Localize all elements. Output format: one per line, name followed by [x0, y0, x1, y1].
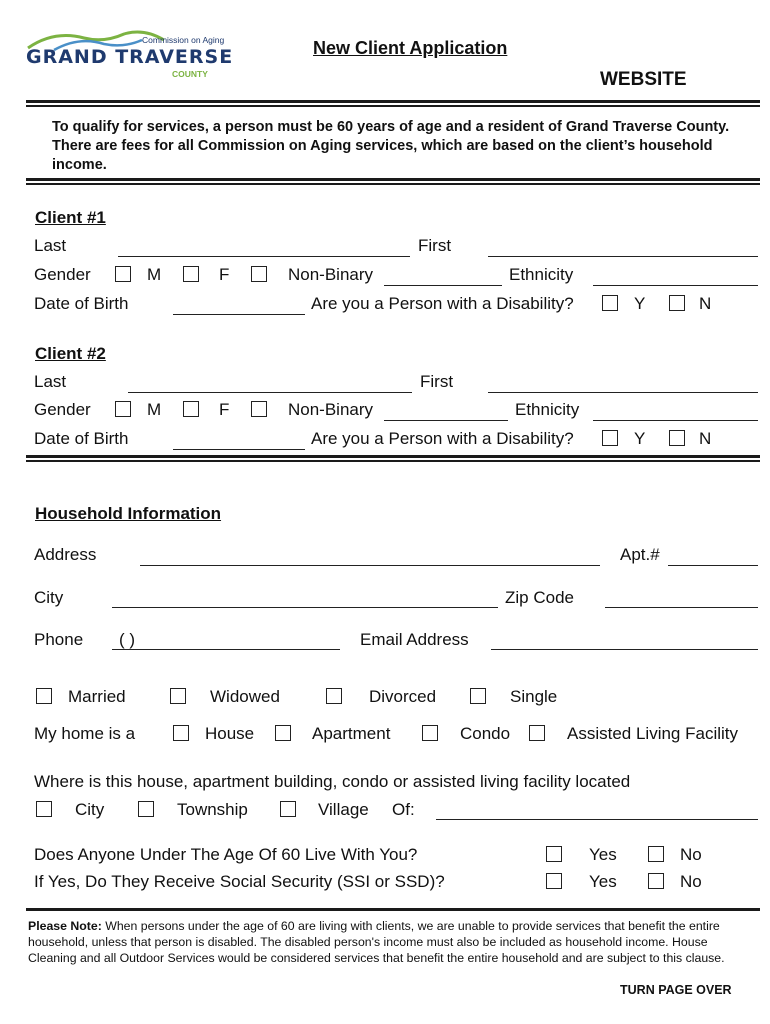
note-divider [26, 908, 760, 915]
client-1-gender-label: Gender [34, 265, 91, 284]
client-1-disability-y-label: Y [634, 294, 646, 313]
location-village-checkbox[interactable] [280, 801, 296, 817]
client-1-gender-nonbinary-checkbox[interactable] [251, 266, 267, 282]
home-type-label: My home is a [34, 724, 136, 743]
divorced-checkbox[interactable] [326, 688, 342, 704]
client-1-gender-m-checkbox[interactable] [115, 266, 131, 282]
client-1-nonbinary-field[interactable] [384, 285, 502, 286]
client-2-first-label: First [420, 372, 454, 391]
location-city-label: City [75, 800, 105, 819]
house-label: House [205, 724, 255, 743]
single-label: Single [510, 687, 558, 706]
client-2-heading: Client #2 [35, 344, 106, 363]
household-heading: Household Information [35, 504, 222, 523]
ssi-no-checkbox[interactable] [648, 873, 664, 889]
client-2-gender-nonbinary-checkbox[interactable] [251, 401, 267, 417]
phone-field[interactable] [112, 649, 340, 650]
under-60-no-label: No [680, 845, 702, 864]
client-2-gender-label: Gender [34, 400, 91, 419]
condo-checkbox[interactable] [422, 725, 438, 741]
zip-label: Zip Code [505, 588, 574, 607]
assisted-living-label: Assisted Living Facility [567, 724, 739, 743]
client-2-disability-n-checkbox[interactable] [669, 430, 685, 446]
client-2-disability-label: Are you a Person with a Disability? [311, 429, 574, 448]
single-checkbox[interactable] [470, 688, 486, 704]
client-1-disability-n-label: N [699, 294, 712, 313]
location-village-label: Village [318, 800, 369, 819]
assisted-living-checkbox[interactable] [529, 725, 545, 741]
apt-label: Apt.# [620, 545, 660, 564]
client-2-gender-m-checkbox[interactable] [115, 401, 131, 417]
logo-main-text: GRAND TRAVERSE [26, 46, 234, 68]
client-2-dob-label: Date of Birth [34, 429, 129, 448]
client-1-disability-n-checkbox[interactable] [669, 295, 685, 311]
please-note [28, 918, 748, 966]
logo-sub-text: COUNTY [172, 69, 208, 79]
under-60-no-checkbox[interactable] [648, 846, 664, 862]
ssi-question: If Yes, Do They Receive Social Security (SSI or SSD)? [34, 872, 445, 891]
header-divider [26, 100, 760, 107]
apartment-checkbox[interactable] [275, 725, 291, 741]
client-1-gender-m-label: M [147, 265, 162, 284]
client-1-ethnicity-label: Ethnicity [509, 265, 574, 284]
client-1-first-label: First [418, 236, 452, 255]
client-1-last-field[interactable] [118, 256, 410, 257]
location-question: Where is this house, apartment building, condo or assisted living facility located [34, 772, 631, 791]
client-2-gender-f-checkbox[interactable] [183, 401, 199, 417]
client-2-disability-y-label: Y [634, 429, 646, 448]
city-field[interactable] [112, 607, 498, 608]
phone-area-code: ( ) [119, 630, 136, 649]
client-2-disability-n-label: N [699, 429, 712, 448]
source-label: WEBSITE [600, 69, 687, 90]
zip-field[interactable] [605, 607, 758, 608]
city-label: City [34, 588, 64, 607]
logo [24, 26, 234, 84]
client-2-nonbinary-field[interactable] [384, 420, 508, 421]
location-township-checkbox[interactable] [138, 801, 154, 817]
page-title: New Client Application [313, 38, 508, 58]
apt-field[interactable] [668, 565, 758, 566]
location-of-field[interactable] [436, 819, 758, 820]
intro-text: To qualify for services, a person must be 60 years of age and a resident of Grand Traverse County. There are fees for all Commission on Aging services, which are based on the client’s household income. [52, 119, 730, 173]
location-of-label: Of: [392, 800, 415, 819]
location-township-label: Township [177, 800, 248, 819]
email-field[interactable] [491, 649, 758, 650]
client-divider [26, 455, 760, 462]
client-1-disability-label: Are you a Person with a Disability? [311, 294, 574, 313]
logo-top-text: Commission on Aging [142, 35, 225, 45]
intro-divider [26, 178, 760, 185]
client-1-disability-y-checkbox[interactable] [602, 295, 618, 311]
married-label: Married [68, 687, 126, 706]
email-label: Email Address [360, 630, 469, 649]
divorced-label: Divorced [369, 687, 437, 706]
widowed-checkbox[interactable] [170, 688, 186, 704]
under-60-question: Does Anyone Under The Age Of 60 Live With You? [34, 845, 418, 864]
apartment-label: Apartment [312, 724, 391, 743]
phone-label: Phone [34, 630, 84, 649]
client-1-dob-field[interactable] [173, 314, 305, 315]
client-2-disability-y-checkbox[interactable] [602, 430, 618, 446]
married-checkbox[interactable] [36, 688, 52, 704]
client-2-ethnicity-field[interactable] [593, 420, 758, 421]
ssi-yes-checkbox[interactable] [546, 873, 562, 889]
client-1-heading: Client #1 [35, 208, 106, 227]
client-2-last-field[interactable] [128, 392, 412, 393]
client-1-gender-f-label: F [219, 265, 230, 284]
client-2-dob-field[interactable] [173, 449, 305, 450]
ssi-no-label: No [680, 872, 702, 891]
please-note-label: Please Note: [28, 919, 102, 933]
client-2-ethnicity-label: Ethnicity [515, 400, 580, 419]
under-60-yes-label: Yes [589, 845, 617, 864]
client-2-gender-nonbinary-label: Non-Binary [288, 400, 374, 419]
client-2-gender-f-label: F [219, 400, 230, 419]
address-label: Address [34, 545, 97, 564]
widowed-label: Widowed [210, 687, 280, 706]
house-checkbox[interactable] [173, 725, 189, 741]
client-2-last-label: Last [34, 372, 67, 391]
client-2-first-field[interactable] [488, 392, 758, 393]
condo-label: Condo [460, 724, 511, 743]
client-1-first-field[interactable] [488, 256, 758, 257]
client-1-dob-label: Date of Birth [34, 294, 129, 313]
turn-page-over: TURN PAGE OVER [620, 983, 732, 997]
under-60-yes-checkbox[interactable] [546, 846, 562, 862]
client-1-gender-f-checkbox[interactable] [183, 266, 199, 282]
client-1-last-label: Last [34, 236, 67, 255]
please-note-text: When persons under the age of 60 are living with clients, we are unable to provide services that benefit the entire household, unless that person is disabled. The disabled person's income must also be included as household income. House Cleaning and all Outdoor Services would be considered services that benefit the entire household and are subject to this clause. [28, 919, 725, 965]
client-1-gender-nonbinary-label: Non-Binary [288, 265, 374, 284]
address-field[interactable] [140, 565, 600, 566]
location-city-checkbox[interactable] [36, 801, 52, 817]
ssi-yes-label: Yes [589, 872, 617, 891]
client-1-ethnicity-field[interactable] [593, 285, 758, 286]
client-2-gender-m-label: M [147, 400, 162, 419]
